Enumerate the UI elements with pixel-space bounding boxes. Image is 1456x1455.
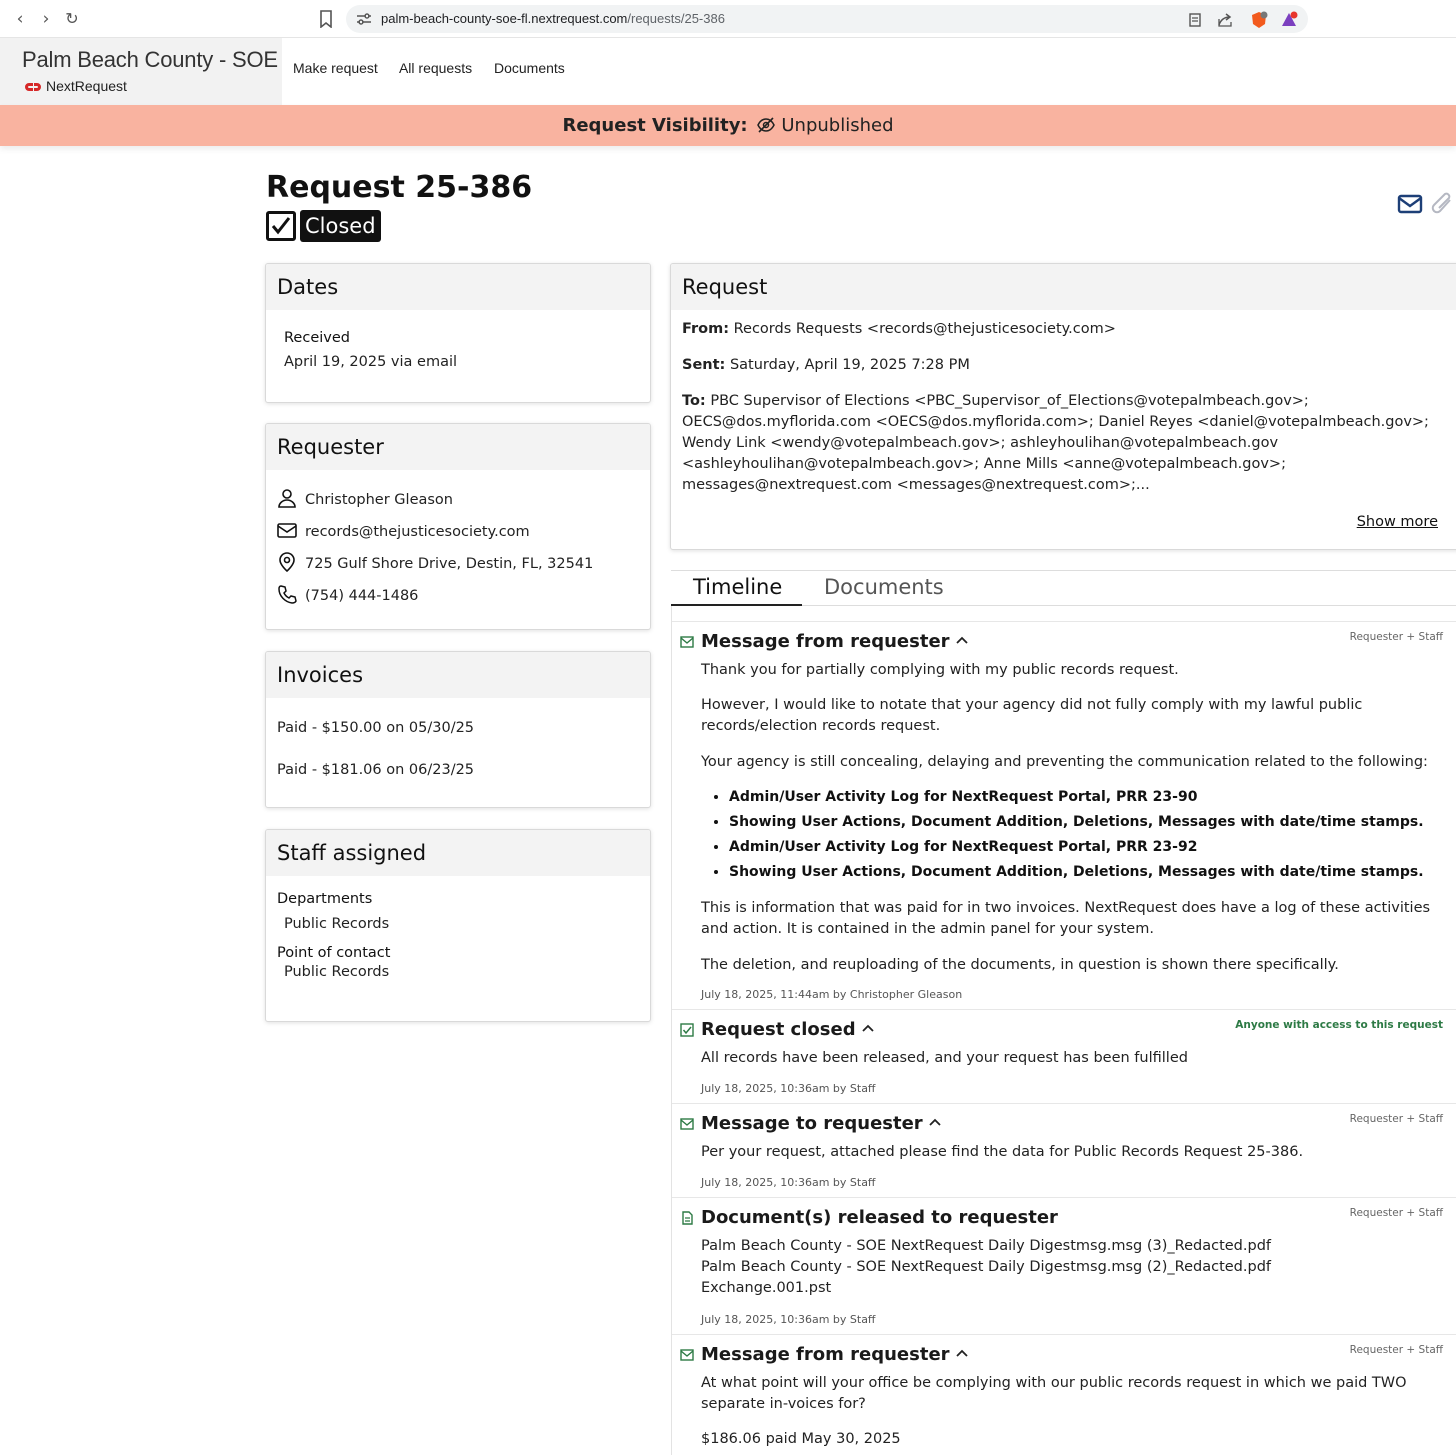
site-settings-icon[interactable] bbox=[356, 12, 372, 26]
timeline-title[interactable] bbox=[701, 631, 968, 652]
dates-card bbox=[265, 263, 651, 403]
timeline-title-text: Message from requester bbox=[701, 631, 950, 652]
requester-email[interactable]: records@thejusticesociety.com bbox=[305, 524, 530, 540]
location-pin-icon bbox=[277, 552, 297, 572]
released-file[interactable]: Palm Beach County - SOE NextRequest Daily Digestmsg.msg (3)_Redacted.pdf bbox=[701, 1238, 1272, 1254]
received-value: April 19, 2025 via email bbox=[284, 354, 458, 370]
brave-rewards-icon[interactable] bbox=[1280, 11, 1298, 29]
request-card bbox=[670, 263, 1456, 550]
requester-email-row bbox=[277, 516, 639, 548]
reader-icon[interactable] bbox=[1186, 11, 1204, 29]
bullet-item: • Admin/User Activity Log for NextRequest Portal, PRR 23-92 bbox=[729, 835, 1451, 860]
requester-heading: Requester bbox=[266, 424, 650, 470]
mail-icon bbox=[680, 635, 694, 649]
visibility-tag: Requester + Staff bbox=[1349, 1207, 1443, 1219]
bookmark-icon[interactable] bbox=[318, 10, 334, 28]
message-paragraph: This is information that was paid for in two invoices. NextRequest does have a log of these activities and action. It is contained in the admin panel for your system. bbox=[701, 900, 1431, 937]
forward-icon[interactable]: › bbox=[42, 9, 50, 29]
requester-address: 725 Gulf Shore Drive, Destin, FL, 32541 bbox=[305, 556, 594, 572]
tab-timeline[interactable]: Timeline bbox=[693, 575, 783, 599]
invoice-item: Paid - $150.00 on 05/30/25 bbox=[277, 720, 475, 736]
reload-icon[interactable]: ↻ bbox=[65, 9, 79, 28]
point-of-contact-value: Public Records bbox=[284, 964, 390, 980]
staff-heading: Staff assigned bbox=[266, 830, 650, 876]
chevron-up-icon[interactable] bbox=[929, 1118, 941, 1126]
timeline-title[interactable]: Document(s) released to requester bbox=[701, 1207, 1058, 1228]
to-label: To: bbox=[682, 393, 706, 409]
event-text: All records have been released, and your request has been fulfilled bbox=[701, 1050, 1188, 1066]
timeline-title-text: Message to requester bbox=[701, 1113, 923, 1134]
timeline-title[interactable] bbox=[701, 1344, 968, 1365]
email-requester-icon[interactable] bbox=[1397, 193, 1423, 215]
eye-off-icon bbox=[757, 117, 775, 133]
browser-toolbar bbox=[0, 0, 1456, 38]
site-title: Palm Beach County - SOE bbox=[22, 47, 278, 72]
site-header bbox=[0, 38, 1456, 105]
message-paragraph: At what point will your office be complying with our public records request in which we paid TWO separate in-voices for? bbox=[701, 1375, 1407, 1412]
request-tabs bbox=[671, 570, 1456, 606]
message-paragraph: $186.06 paid May 30, 2025 bbox=[701, 1431, 901, 1447]
received-label: Received bbox=[284, 330, 350, 346]
nav-all-requests[interactable]: All requests bbox=[398, 60, 473, 76]
person-icon bbox=[277, 488, 297, 508]
requester-phone: (754) 444-1486 bbox=[305, 588, 419, 604]
from-value: Records Requests <records@thejusticesociety.com> bbox=[733, 321, 1116, 337]
nextrequest-logo-icon bbox=[24, 82, 42, 92]
show-more-link[interactable]: Show more bbox=[1356, 514, 1438, 530]
request-sent bbox=[682, 355, 1448, 376]
mail-icon bbox=[680, 1348, 694, 1362]
chevron-up-icon[interactable] bbox=[956, 636, 968, 644]
request-to bbox=[682, 391, 1452, 496]
visibility-tag: Requester + Staff bbox=[1349, 1344, 1443, 1356]
url-host: palm-beach-county-soe-fl.nextrequest.com bbox=[381, 11, 628, 26]
released-file[interactable]: Exchange.001.pst bbox=[701, 1280, 832, 1296]
timeline-item bbox=[672, 621, 1456, 1009]
chevron-up-icon[interactable] bbox=[956, 1349, 968, 1357]
checkbox-icon bbox=[680, 1023, 694, 1037]
logo-text: NextRequest bbox=[46, 78, 127, 94]
timeline-meta: July 18, 2025, 10:36am by Staff bbox=[701, 1313, 876, 1326]
timeline-meta: July 18, 2025, 11:44am by Christopher Gleason bbox=[701, 988, 963, 1001]
timeline-item bbox=[672, 1103, 1456, 1197]
bullet-item: • Showing User Actions, Document Addition, Deletions, Messages with date/time stamps. bbox=[729, 810, 1451, 835]
visibility-value: Unpublished bbox=[781, 115, 894, 136]
phone-icon bbox=[277, 584, 297, 604]
document-icon bbox=[680, 1211, 694, 1225]
timeline-title-text: Request closed bbox=[701, 1019, 856, 1040]
timeline bbox=[671, 606, 1456, 1455]
url-path: /requests/25-386 bbox=[627, 11, 725, 26]
requester-name: Christopher Gleason bbox=[305, 492, 453, 508]
mail-icon bbox=[680, 1117, 694, 1131]
point-of-contact-label: Point of contact bbox=[277, 945, 391, 961]
visibility-tag: Requester + Staff bbox=[1349, 631, 1443, 643]
timeline-item bbox=[672, 1009, 1456, 1103]
brave-shield-icon[interactable] bbox=[1250, 11, 1268, 29]
timeline-meta: July 18, 2025, 10:36am by Staff bbox=[701, 1082, 876, 1095]
bullet-item: • Showing User Actions, Document Addition, Deletions, Messages with date/time stamps. bbox=[729, 860, 1451, 885]
top-nav bbox=[293, 60, 583, 76]
address-bar[interactable] bbox=[346, 5, 1308, 33]
chevron-up-icon[interactable] bbox=[862, 1024, 874, 1032]
released-file-list bbox=[701, 1236, 1451, 1299]
requester-name-row bbox=[277, 484, 639, 516]
envelope-icon bbox=[277, 520, 297, 540]
timeline-title[interactable] bbox=[701, 1113, 941, 1134]
visibility-tag: Anyone with access to this request bbox=[1235, 1019, 1443, 1031]
invoices-card bbox=[265, 651, 651, 808]
request-heading: Request bbox=[671, 264, 1456, 310]
brand-block[interactable] bbox=[0, 38, 282, 105]
nav-make-request[interactable]: Make request bbox=[293, 60, 378, 76]
staff-assigned-card bbox=[265, 829, 651, 1022]
request-from bbox=[682, 319, 1448, 340]
requester-phone-row bbox=[277, 580, 639, 612]
to-value: PBC Supervisor of Elections <PBC_Supervisor_of_Elections@votepalmbeach.gov>; OECS@dos.myflorida.com <OECS@dos.myflorida.com>; Daniel Reyes <daniel@votepalmbeach.gov>; Wendy Link <wendy@votepalmbeach.gov>; ashleyhoulihan@votepalmbeach.gov <ashleyhoulihan@votepalmbeach.gov>; Anne Mills <anne@votepalmbeach.gov>; messages@nextrequest.com <messages@nextrequest.com>;... bbox=[682, 393, 1429, 493]
from-label: From: bbox=[682, 321, 729, 337]
departments-value: Public Records bbox=[284, 916, 390, 932]
released-file[interactable]: Palm Beach County - SOE NextRequest Daily Digestmsg.msg (2)_Redacted.pdf bbox=[701, 1259, 1272, 1275]
timeline-item bbox=[672, 1334, 1456, 1455]
attachment-icon[interactable] bbox=[1430, 190, 1456, 218]
bullet-item: • Admin/User Activity Log for NextRequest Portal, PRR 23-90 bbox=[729, 785, 1451, 810]
visibility-banner bbox=[0, 105, 1456, 146]
message-bullets bbox=[701, 785, 1451, 885]
url-text bbox=[381, 11, 725, 26]
requester-card bbox=[265, 423, 651, 630]
invoices-heading: Invoices bbox=[266, 652, 650, 698]
back-icon[interactable]: ‹ bbox=[16, 9, 24, 29]
timeline-meta: July 18, 2025, 10:36am by Staff bbox=[701, 1176, 876, 1189]
message-paragraph: The deletion, and reuploading of the documents, in question is shown there specifically. bbox=[701, 957, 1339, 973]
visibility-label: Request Visibility: bbox=[562, 115, 748, 136]
closed-check-icon bbox=[266, 211, 296, 241]
nav-documents[interactable]: Documents bbox=[494, 60, 565, 76]
timeline-title-text: Message from requester bbox=[701, 1344, 950, 1365]
tab-documents[interactable]: Documents bbox=[824, 575, 944, 599]
share-icon[interactable] bbox=[1216, 11, 1234, 29]
departments-label: Departments bbox=[277, 891, 373, 907]
sent-value: Saturday, April 19, 2025 7:28 PM bbox=[729, 357, 970, 373]
requester-address-row bbox=[277, 548, 639, 580]
sent-label: Sent: bbox=[682, 357, 726, 373]
dates-heading: Dates bbox=[266, 264, 650, 310]
page-title: Request 25-386 bbox=[266, 170, 533, 205]
nextrequest-logo bbox=[24, 78, 127, 94]
timeline-title[interactable] bbox=[701, 1019, 874, 1040]
message-paragraph: However, I would like to notate that your agency did not fully comply with my lawful public records/election records request. bbox=[701, 697, 1363, 734]
status-badge: Closed bbox=[300, 210, 381, 242]
message-text: Per your request, attached please find the data for Public Records Request 25-386. bbox=[701, 1144, 1304, 1160]
message-paragraph: Thank you for partially complying with my public records request. bbox=[701, 662, 1179, 678]
invoice-item: Paid - $181.06 on 06/23/25 bbox=[277, 762, 475, 778]
message-paragraph: Your agency is still concealing, delaying and preventing the communication related to the following: bbox=[701, 754, 1428, 770]
visibility-tag: Requester + Staff bbox=[1349, 1113, 1443, 1125]
timeline-item bbox=[672, 1197, 1456, 1334]
